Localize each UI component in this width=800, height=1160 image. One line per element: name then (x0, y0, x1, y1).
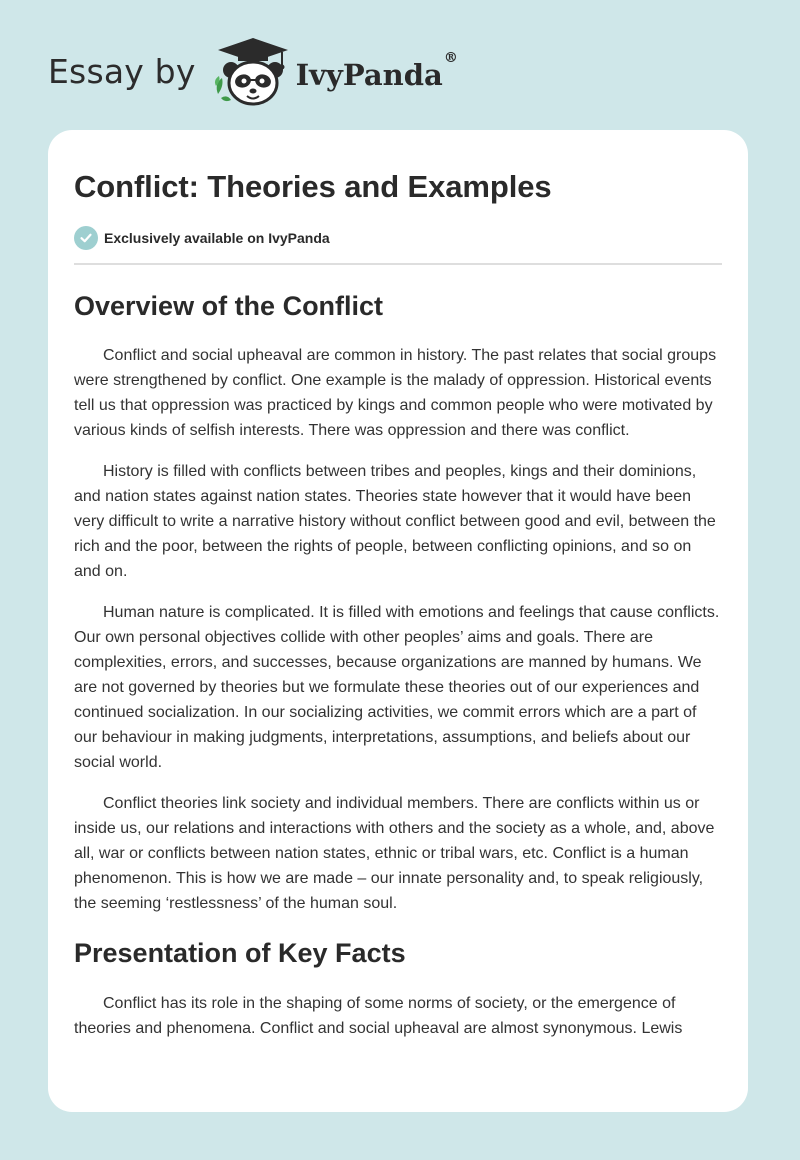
exclusive-badge (74, 224, 722, 265)
section-heading: Overview of the Conflict (74, 291, 384, 321)
header-brand[interactable] (48, 34, 458, 114)
exclusive-label: Exclusively available on IvyPanda (104, 230, 330, 246)
registered-mark: ® (443, 50, 458, 66)
brand-name (295, 50, 458, 92)
paragraph: Conflict theories link society and individual members. There are conflicts within us or inside us, our relations and interactions with others and the society as a whole, and, above all, war or conflicts between nation states, ethnic or tribal wars, etc. Conflict is a human phenomenon. This is how we are made – our innate personality and, to speak religiously, the seeming ‘restlessness’ of the human soul. (74, 795, 715, 912)
paragraph: Human nature is complicated. It is filled with emotions and feelings that cause conflicts. Our own personal objectives collide with other peoples’ aims and goals. There are complexities, errors, and successes, because organizations are manned by humans. We are not governed by theories but we formulate these theories out of our experiences and continued socialization. In our socializing activities, we commit errors which are a part of our behaviour in making judgments, interpretations, assumptions, and beliefs about our social world. (74, 604, 720, 771)
section-heading: Presentation of Key Facts (74, 938, 406, 968)
brand-name-text: IvyPanda (295, 58, 443, 92)
essay-card (48, 130, 748, 1112)
panda-logo-icon (212, 36, 294, 113)
paragraph: History is filled with conflicts between tribes and peoples, kings and their dominions, and nation states against nation states. Theories state however that it would have been very difficult to write a narrative history without conflict between good and evil, between the rich and the poor, between the rights of people, between conflicting opinions, and so on and on. (74, 463, 716, 580)
check-icon (74, 226, 98, 250)
essay-title: Conflict: Theories and Examples (74, 169, 552, 204)
paragraph: Conflict has its role in the shaping of some norms of society, or the emergence of theories and phenomena. Conflict and social upheaval are almost synonymous. Lewis (74, 995, 683, 1037)
paragraph: Conflict and social upheaval are common in history. The past relates that social groups were strengthened by conflict. One example is the malady of oppression. Historical events tell us that oppression was practiced by kings and common people who were motivated by various kinds of selfish interests. There was oppression and there was conflict. (74, 347, 717, 439)
brand-prefix: Essay by (48, 51, 196, 91)
